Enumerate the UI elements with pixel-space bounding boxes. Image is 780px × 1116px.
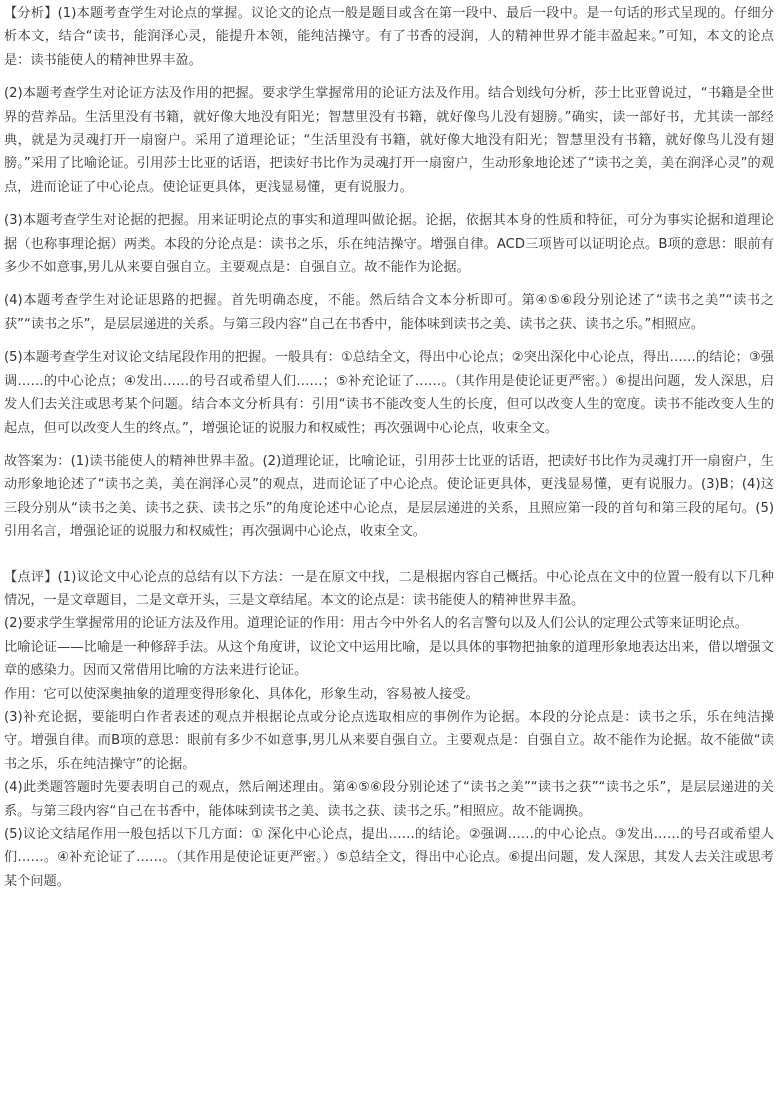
comment-paragraph-3: 比喻论证——比喻是一种修辞手法。从这个角度讲，议论文中运用比喻，是以具体的事物把抽象的道理形象地表达出来，借以增强文章的感染力。因而又常借用比喻的方法来进行论证。	[4, 639, 774, 679]
analysis-paragraph-3: (3)本题考查学生对论据的把握。用来证明论点的事实和道理叫做论据。论据，依据其本身的性质和特征，可分为事实论据和道理论据（也称事理论据）两类。本段的分论点是：读书之乐，乐在纯洁操守。增强自律。ACD三项皆可以证明论点。B项的意思：眼前有多少不如意事,男儿从来要自强自立。主要观点是：自强自立。故不能作为论据。	[4, 213, 774, 276]
analysis-paragraph-4: (4)本题考查学生对论证思路的把握。首先明确态度，不能。然后结合文本分析即可。第④⑤⑥段分别论述了“读书之美”“读书之获”“读书之乐”，是层层递进的关系。与第三段内容“自己在书香中，能体味到读书之美、读书之获、读书之乐。”相照应。	[4, 293, 774, 332]
comment-paragraph-1: 【点评】(1)议论文中心论点的总结有以下方法：一是在原文中找，二是根据内容自己概括。中心论点在文中的位置一般有以下几种情况，一是文章题目，二是文章开头，三是文章结尾。本文的论点是：读书能使人的精神世界丰盈。	[4, 569, 774, 608]
comment-paragraph-4: 作用：它可以使深奥抽象的道理变得形象化、具体化，形象生动，容易被人接受。	[4, 686, 479, 702]
analysis-paragraph-1: 【分析】(1)本题考查学生对论点的掌握。议论文的论点一般是题目或含在第一段中、最后一段中。是一句话的形式呈现的。仔细分析本文，结合“读书，能润泽心灵，能提升本领，能纯洁操守。有了书香的浸润，人的精神世界才能丰盈起来。”可知，本文的论点是：读书能使人的精神世界丰盈。	[4, 6, 774, 68]
comment-paragraph-7: (5)议论文结尾作用一般包括以下几方面：① 深化中心论点，提出……的结论。②强调……的中心论点。③发出……的号召或希望人们……。④补充论证了……。（其作用是使论证更严密。）⑤总结全文，得出中心论点。⑥提出问题，发人深思，其发人去关注或思考某个问题。	[4, 827, 774, 889]
comment-paragraph-2: (2)要求学生掌握常用的论证方法及作用。道理论证的作用：用古今中外名人的名言警句以及人们公认的定理公式等来证明论点。	[4, 616, 748, 632]
analysis-paragraph-5: (5)本题考查学生对议论文结尾段作用的把握。一般具有：①总结全文，得出中心论点；②突出深化中心论点，得出……的结论；③强调……的中心论点；④发出……的号召或希望人们……；⑤补充论证了……。（其作用是使论证更严密。）⑥提出问题，发人深思，启发人们去关注或思考某个问题。结合本文分析具有：引用“读书不能改变人生的长度，但可以改变人生的宽度。读书不能改变人生的起点，但可以改变人生的终点。”，增强论证的说服力和权威性；再次强调中心论点，收束全文。	[4, 350, 774, 436]
answer-paragraph: 故答案为：(1)读书能使人的精神世界丰盈。(2)道理论证，比喻论证，引用莎士比亚的话语，把读好书比作为灵魂打开一扇窗户，生动形象地论述了“读书之美，美在润泽心灵”的观点，进而论证了中心论点。使论证更具体，更浅显易懂，更有说服力。(3)B；(4)这三段分别从“读书之美、读书之获、读书之乐”的角度论述中心论点，是层层递进的关系，且照应第一段的首句和第三段的尾句。(5)引用名言，增强论证的说服力和权威性；再次强调中心论点，收束全文。	[4, 453, 774, 540]
comment-paragraph-6: (4)此类题答题时先要表明自己的观点，然后阐述理由。第④⑤⑥段分别论述了“读书之美”“读书之获”“读书之乐”，是层层递进的关系。与第三段内容“自己在书香中，能体味到读书之美、读书之获、读书之乐。”相照应。故不能调换。	[4, 780, 774, 819]
section-spacer	[4, 554, 774, 566]
comment-paragraph-5: (3)补充论据，要能明白作者表述的观点并根据论点或分论点选取相应的事例作为论据。本段的分论点是：读书之乐，乐在纯洁操守。增强自律。而B项的意思：眼前有多少不如意事,男儿从来要自强自立。主要观点是：自强自立。故不能作为论据。故不能做“读书之乐，乐在纯洁操守”的论据。	[4, 709, 774, 772]
analysis-paragraph-2: (2)本题考查学生对论证方法及作用的把握。要求学生掌握常用的论证方法及作用。结合划线句分析，莎士比亚曾说过，“书籍是全世界的营养品。生活里没有书籍，就好像大地没有阳光；智慧里没有书籍，就好像鸟儿没有翅膀。”确实，读一部好书，尤其读一部经典，就是为灵魂打开一扇窗户。采用了道理论证；“生活里没有书籍，就好像大地没有阳光；智慧里没有书籍，就好像鸟儿没有翅膀。”采用了比喻论证。引用莎士比亚的话语，把读好书比作为灵魂打开一扇窗户，生动形象地论述了“读书之美，美在润泽心灵”的观点，进而论证了中心论点。使论证更具体，更浅显易懂，更有说服力。	[4, 86, 774, 195]
